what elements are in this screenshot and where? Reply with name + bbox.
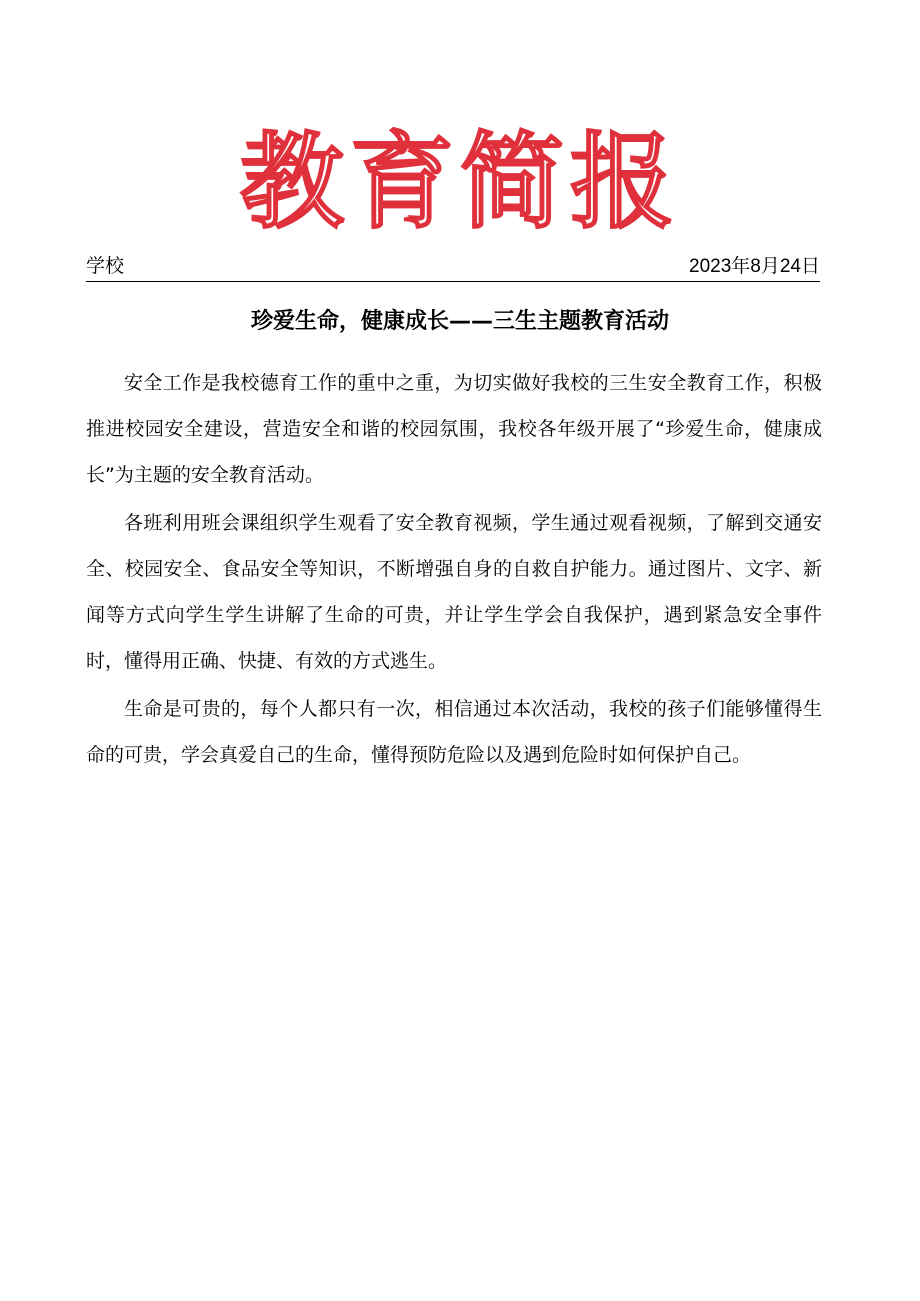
article-body bbox=[86, 360, 822, 778]
paragraph: 生命是可贵的，每个人都只有一次，相信通过本次活动，我校的孩子们能够懂得生命的可贵，学会真爱自己的生命，懂得预防危险以及遇到危险时如何保护自己。 bbox=[86, 698, 822, 766]
paragraph: 各班利用班会课组织学生观看了安全教育视频，学生通过观看视频，了解到交通安全、校园安全、食品安全等知识，不断增强自身的自救自护能力。通过图片、文字、新闻等方式向学生学生讲解了生命的可贵，并让学生学会自我保护，遇到紧急安全事件时，懂得用正确、快捷、有效的方式逃生。 bbox=[86, 512, 822, 672]
masthead-title: 教育简报 bbox=[239, 121, 681, 240]
paragraph: 安全工作是我校德育工作的重中之重，为切实做好我校的三生安全教育工作，积极推进校园安全建设，营造安全和谐的校园氛围，我校各年级开展了“珍爱生命，健康成长”为主题的安全教育活动。 bbox=[86, 372, 822, 486]
header-info-line bbox=[86, 253, 820, 282]
school-label: 学校 bbox=[86, 256, 125, 277]
article-title: 珍爱生命，健康成长——三生主题教育活动 bbox=[250, 309, 669, 334]
masthead-banner bbox=[0, 110, 920, 240]
masthead-title-graphic bbox=[0, 110, 920, 240]
report-date: 2023年8月24日 bbox=[689, 256, 820, 277]
